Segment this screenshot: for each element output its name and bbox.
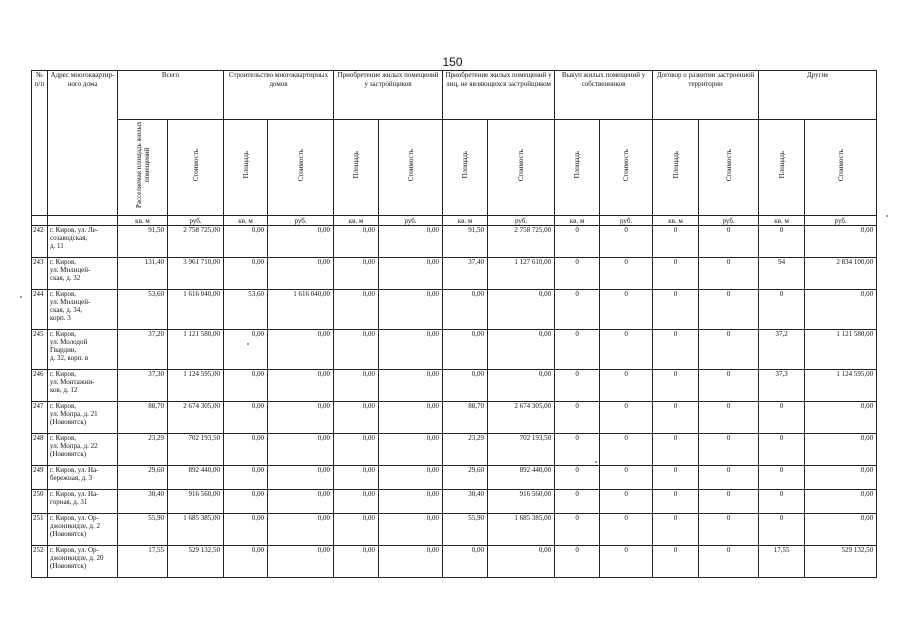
- unit-rub: руб.: [268, 216, 334, 226]
- table-row: [32, 330, 877, 370]
- row-number: 242: [32, 226, 48, 258]
- subheader-area: Площадь: [653, 120, 699, 216]
- cell-area: 88,70: [443, 402, 488, 434]
- cell-area: 0: [653, 258, 699, 290]
- cell-cost: 0,00: [805, 466, 877, 490]
- cell-area: 0,00: [334, 370, 379, 402]
- cell-cost: 0,00: [379, 490, 443, 514]
- cell-cost: 0,00: [268, 490, 334, 514]
- page-number: 150: [442, 55, 463, 69]
- cell-cost: 0,00: [379, 370, 443, 402]
- cell-cost: 2 834 100,00: [805, 258, 877, 290]
- cell-area: 0: [653, 490, 699, 514]
- cell-cost: 1 121 580,00: [805, 330, 877, 370]
- cell-cost: 0,00: [379, 466, 443, 490]
- cell-area: 37,2: [759, 330, 805, 370]
- unit-rub: руб.: [699, 216, 759, 226]
- cell-cost: 0,00: [488, 546, 555, 578]
- cell-cost: 916 560,00: [168, 490, 224, 514]
- cell-cost: 0,00: [268, 370, 334, 402]
- cell-area: 0,00: [443, 546, 488, 578]
- subheader-area: Площадь: [334, 120, 379, 216]
- cell-area: 91,50: [443, 226, 488, 258]
- cell-cost: 702 193,50: [168, 434, 224, 466]
- row-address: г. Киров, ул. Мопра, д. 22 (Нововятск): [48, 434, 118, 466]
- unit-rub: руб.: [805, 216, 877, 226]
- cell-area: 88,70: [118, 402, 168, 434]
- row-number: 250: [32, 490, 48, 514]
- cell-area: 0: [759, 402, 805, 434]
- cell-cost: 0,00: [805, 434, 877, 466]
- row-address: г. Киров, ул. Мопра, д. 21 (Нововятск): [48, 402, 118, 434]
- subheader-cost: Стоимость: [600, 120, 653, 216]
- cell-area: 0,00: [224, 546, 268, 578]
- cell-cost: 0: [600, 258, 653, 290]
- cell-area: 37,20: [118, 330, 168, 370]
- cell-cost: 0: [600, 226, 653, 258]
- cell-area: 0: [653, 330, 699, 370]
- cell-area: 0,00: [334, 226, 379, 258]
- cell-area: 53,60: [224, 290, 268, 330]
- cell-area: 0: [555, 370, 600, 402]
- cell-cost: 892 440,00: [168, 466, 224, 490]
- cell-area: 0: [759, 466, 805, 490]
- unit-area: кв. м: [118, 216, 168, 226]
- table-row: [32, 402, 877, 434]
- unit-cell: [48, 216, 118, 226]
- cell-area: 0: [653, 466, 699, 490]
- cell-area: 0: [653, 402, 699, 434]
- cell-area: 94: [759, 258, 805, 290]
- row-address: г. Киров, ул. Милицей- ская, д. 34, корп. 3: [48, 290, 118, 330]
- cell-cost: 0: [600, 402, 653, 434]
- cell-cost: 0,00: [805, 514, 877, 546]
- cell-area: 0,00: [334, 546, 379, 578]
- header-address: Адрес многоквартир-ного дома: [48, 71, 118, 216]
- cell-cost: 0,00: [268, 434, 334, 466]
- cell-cost: 1 685 385,00: [168, 514, 224, 546]
- cell-cost: 2 674 305,00: [168, 402, 224, 434]
- cell-cost: 0,00: [268, 466, 334, 490]
- header-other: Другие: [759, 71, 877, 120]
- cell-cost: 0,00: [379, 402, 443, 434]
- cell-cost: 0,00: [805, 226, 877, 258]
- cell-area: 30,40: [118, 490, 168, 514]
- cell-cost: 0,00: [379, 290, 443, 330]
- row-number: 252: [32, 546, 48, 578]
- cell-area: 0: [759, 514, 805, 546]
- unit-area: кв. м: [334, 216, 379, 226]
- cell-area: 0: [555, 258, 600, 290]
- unit-cell: [32, 216, 48, 226]
- unit-area: кв. м: [759, 216, 805, 226]
- cell-area: 17,55: [118, 546, 168, 578]
- table-row: [32, 546, 877, 578]
- table-row: [32, 490, 877, 514]
- header-no: № п/п: [32, 71, 48, 216]
- cell-cost: 0,00: [379, 330, 443, 370]
- row-number: 244: [32, 290, 48, 330]
- table-body: [32, 226, 877, 578]
- cell-cost: 0,00: [488, 330, 555, 370]
- table-row: [32, 290, 877, 330]
- cell-area: 0: [653, 514, 699, 546]
- cell-area: 0,00: [224, 370, 268, 402]
- cell-area: 0: [653, 226, 699, 258]
- cell-cost: 0: [699, 546, 759, 578]
- cell-cost: 0: [600, 514, 653, 546]
- unit-rub: руб.: [168, 216, 224, 226]
- cell-cost: 0,00: [268, 258, 334, 290]
- cell-area: 0: [555, 330, 600, 370]
- cell-area: 0,00: [334, 490, 379, 514]
- cell-cost: 0,00: [379, 546, 443, 578]
- cell-cost: 1 124 595,00: [168, 370, 224, 402]
- cell-area: 0,00: [443, 290, 488, 330]
- row-address: г. Киров, ул. Милицей- ская, д. 32: [48, 258, 118, 290]
- subheader-cost: Стоимость: [268, 120, 334, 216]
- unit-area: кв. м: [224, 216, 268, 226]
- cell-cost: 0: [600, 290, 653, 330]
- cell-area: 0,00: [224, 330, 268, 370]
- row-number: 248: [32, 434, 48, 466]
- unit-area: кв. м: [653, 216, 699, 226]
- subheader-resettled-area: Расселяемая площадь жилых помещений: [118, 120, 168, 216]
- row-number: 251: [32, 514, 48, 546]
- cell-area: 0,00: [334, 290, 379, 330]
- header-construction: Строительство многоквартирных домов: [224, 71, 334, 120]
- cell-cost: 0,00: [488, 290, 555, 330]
- cell-cost: 0: [699, 330, 759, 370]
- cell-cost: 0: [600, 434, 653, 466]
- cell-cost: 1 121 580,00: [168, 330, 224, 370]
- row-address: г. Киров, ул. Молодой Гвардии, д. 32, корп. в: [48, 330, 118, 370]
- cell-cost: 0,00: [379, 514, 443, 546]
- cell-cost: 1 616 040,00: [168, 290, 224, 330]
- cell-cost: 1 124 595,00: [805, 370, 877, 402]
- cell-cost: 0,00: [379, 226, 443, 258]
- cell-cost: 0,00: [268, 330, 334, 370]
- cell-cost: 1 616 040,00: [268, 290, 334, 330]
- cell-cost: 0,00: [805, 490, 877, 514]
- cell-area: 0: [555, 226, 600, 258]
- cell-cost: 0: [600, 546, 653, 578]
- header-buyout: Выкуп жилых помещений у собственников: [555, 71, 653, 120]
- row-number: 243: [32, 258, 48, 290]
- cell-cost: 0,00: [268, 402, 334, 434]
- cell-area: 55,90: [118, 514, 168, 546]
- scan-speck: [595, 461, 597, 463]
- cell-area: 0: [759, 434, 805, 466]
- cell-cost: 0,00: [379, 434, 443, 466]
- subheader-area: Площадь: [555, 120, 600, 216]
- scan-speck: [247, 343, 249, 345]
- unit-rub: руб.: [488, 216, 555, 226]
- row-number: 245: [32, 330, 48, 370]
- row-address: г. Киров, ул. Ор- джоникидзе, д. 2 (Нововятск): [48, 514, 118, 546]
- cell-area: 0,00: [334, 514, 379, 546]
- cell-area: 0,00: [224, 402, 268, 434]
- subheader-cost: Стоимость: [379, 120, 443, 216]
- cell-cost: 0: [600, 370, 653, 402]
- cell-cost: 2 674 305,00: [488, 402, 555, 434]
- cell-area: 0,00: [224, 466, 268, 490]
- subheader-area: Площадь: [759, 120, 805, 216]
- cell-area: 0: [555, 290, 600, 330]
- cell-cost: 0,00: [488, 370, 555, 402]
- cell-area: 0: [759, 226, 805, 258]
- row-address: г. Киров, ул. Монтажни- ков, д. 12: [48, 370, 118, 402]
- cell-cost: 0: [600, 490, 653, 514]
- cell-area: 0,00: [334, 466, 379, 490]
- cell-area: 29,60: [443, 466, 488, 490]
- cell-cost: 0: [699, 466, 759, 490]
- cell-cost: 702 193,50: [488, 434, 555, 466]
- cell-area: 0: [653, 370, 699, 402]
- cell-area: 0: [653, 434, 699, 466]
- cell-cost: 2 758 725,00: [488, 226, 555, 258]
- cell-area: 0,00: [443, 330, 488, 370]
- cell-cost: 0: [699, 290, 759, 330]
- unit-rub: руб.: [379, 216, 443, 226]
- cell-cost: 529 132,50: [168, 546, 224, 578]
- cell-area: 37,30: [118, 370, 168, 402]
- header-total: Всего: [118, 71, 224, 120]
- subheader-cost: Стоимость: [699, 120, 759, 216]
- resettlement-table: [31, 70, 877, 578]
- cell-cost: 0,00: [268, 514, 334, 546]
- cell-cost: 0: [699, 258, 759, 290]
- scan-speck: [20, 296, 22, 298]
- cell-cost: 0: [699, 514, 759, 546]
- cell-area: 17,55: [759, 546, 805, 578]
- cell-area: 0,00: [224, 258, 268, 290]
- subheader-cost: Стоимость: [488, 120, 555, 216]
- cell-area: 0: [555, 402, 600, 434]
- cell-area: 0,00: [224, 490, 268, 514]
- unit-rub: руб.: [600, 216, 653, 226]
- subheader-area: Площадь: [224, 120, 268, 216]
- row-number: 246: [32, 370, 48, 402]
- cell-area: 0,00: [443, 370, 488, 402]
- subheader-area: Площадь: [443, 120, 488, 216]
- cell-area: 0: [555, 434, 600, 466]
- cell-cost: 2 758 725,00: [168, 226, 224, 258]
- cell-area: 0,00: [334, 434, 379, 466]
- table-row: [32, 434, 877, 466]
- unit-area: кв. м: [443, 216, 488, 226]
- row-number: 249: [32, 466, 48, 490]
- cell-area: 131,40: [118, 258, 168, 290]
- header-purchase-non-developers: Приобретение жилых помещений у лиц, не являющихся застройщиком: [443, 71, 555, 120]
- cell-area: 0: [555, 514, 600, 546]
- table-row: [32, 466, 877, 490]
- cell-cost: 0,00: [268, 226, 334, 258]
- cell-cost: 0: [600, 330, 653, 370]
- cell-area: 0: [759, 490, 805, 514]
- cell-area: 53,60: [118, 290, 168, 330]
- cell-area: 0: [653, 546, 699, 578]
- cell-cost: 0,00: [805, 290, 877, 330]
- cell-area: 0: [555, 546, 600, 578]
- cell-cost: 0: [699, 402, 759, 434]
- row-address: г. Киров, ул. Ле- созаводская, д. 11: [48, 226, 118, 258]
- cell-cost: 916 560,00: [488, 490, 555, 514]
- cell-area: 91,50: [118, 226, 168, 258]
- table-row: [32, 370, 877, 402]
- cell-area: 0,00: [224, 434, 268, 466]
- subheader-cost: Стоимость: [805, 120, 877, 216]
- cell-area: 0,00: [224, 226, 268, 258]
- cell-area: 0: [653, 290, 699, 330]
- cell-cost: 0,00: [268, 546, 334, 578]
- cell-cost: 3 961 710,00: [168, 258, 224, 290]
- table-row: [32, 226, 877, 258]
- cell-area: 55,90: [443, 514, 488, 546]
- unit-area: кв. м: [555, 216, 600, 226]
- cell-area: 37,3: [759, 370, 805, 402]
- cell-cost: 0: [600, 466, 653, 490]
- cell-area: 29,60: [118, 466, 168, 490]
- cell-cost: 0: [699, 490, 759, 514]
- cell-area: 0,00: [224, 514, 268, 546]
- cell-area: 0,00: [334, 402, 379, 434]
- cell-cost: 0: [699, 226, 759, 258]
- table-row: [32, 514, 877, 546]
- cell-cost: 0,00: [379, 258, 443, 290]
- cell-cost: 529 132,50: [805, 546, 877, 578]
- subheader-cost: Стоимость: [168, 120, 224, 216]
- cell-cost: 1 685 385,00: [488, 514, 555, 546]
- row-address: г. Киров, ул. На- горная, д. 31: [48, 490, 118, 514]
- cell-area: 37,40: [443, 258, 488, 290]
- row-address: г. Киров, ул. Ор- джоникидзе, д. 20 (Нововятск): [48, 546, 118, 578]
- cell-area: 0,00: [334, 330, 379, 370]
- scan-speck: [886, 215, 888, 217]
- cell-area: 23,29: [443, 434, 488, 466]
- cell-cost: 0: [699, 434, 759, 466]
- cell-cost: 1 127 610,00: [488, 258, 555, 290]
- cell-area: 0: [759, 290, 805, 330]
- row-number: 247: [32, 402, 48, 434]
- cell-area: 0: [555, 466, 600, 490]
- header-purchase-developers: Приобретение жилых помещений у застройщиков: [334, 71, 443, 120]
- cell-cost: 0,00: [805, 402, 877, 434]
- cell-cost: 0: [699, 370, 759, 402]
- cell-area: 23,29: [118, 434, 168, 466]
- cell-area: 30,40: [443, 490, 488, 514]
- header-territory-contract: Договор о развитии застроенной территории: [653, 71, 759, 120]
- cell-area: 0: [555, 490, 600, 514]
- cell-area: 0,00: [334, 258, 379, 290]
- table-row: [32, 258, 877, 290]
- cell-cost: 892 440,00: [488, 466, 555, 490]
- row-address: г. Киров, ул. На- бережная, д. 3: [48, 466, 118, 490]
